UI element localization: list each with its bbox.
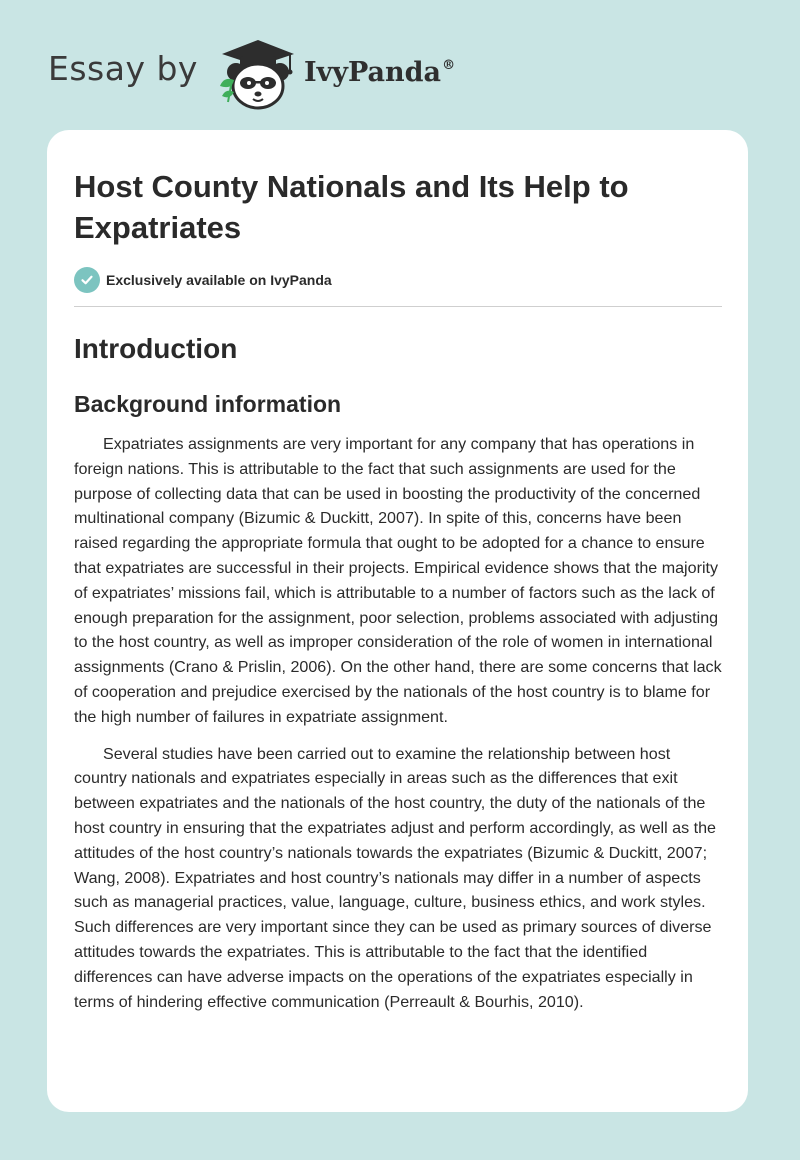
exclusive-badge-text: Exclusively available on IvyPanda: [106, 272, 332, 288]
subsection-heading: Background information: [74, 391, 342, 417]
check-circle-icon: [74, 267, 100, 293]
essay-by-label: Essay by: [48, 48, 198, 88]
paragraph: Several studies have been carried out to examine the relationship between host country nationals and expatriates especially in areas such as the differences that exit between expatriates and the nationals of the host country, the duty of the nationals of the host country in ensuring that the expatriates adjust and perform accordingly, as well as the attitudes of the host country’s nationals towards the expatriates (Bizumic & Duckitt, 2007; Wang, 2008). Expatriates and host country’s nationals may differ in a number of aspects such as managerial practices, value, language, culture, business ethics, and work styles. Such differences are very important since they can be used as primary sources of diverse attitudes towards the expatriates. This is attributable to the fact that the identified differences can have adverse impacts on the operations of the expatriates especially in terms of hindering effective communication (Perreault & Bourhis, 2010).: [74, 744, 717, 1011]
article-card: [47, 130, 748, 1112]
title-divider: [74, 306, 722, 307]
brand-name[interactable]: [304, 57, 455, 88]
site-header: [48, 34, 455, 114]
brand-name-text: IvyPanda: [303, 56, 442, 88]
panda-graduate-logo-icon[interactable]: [214, 36, 298, 112]
paragraph: Expatriates assignments are very important for any company that has operations in foreign nations. This is attributable to the fact that such assignments are used for the purpose of collecting data that can be used in boosting the productivity of the concerned multinational company (Bizumic & Duckitt, 2007). In spite of this, concerns have been raised regarding the appropriate formula that ought to be adopted for a chance to ensure that expatriates are successful in their projects. Empirical evidence shows that the majority of expatriates’ missions fail, which is attributable to a number of factors such as the lack of enough preparation for the assignment, poor selection, problems associated with adjusting to the host country, as well as improper consideration of the role of women in international assignments (Crano & Prislin, 2006). On the other hand, there are some concerns that lack of cooperation and prejudice exercised by the nationals of the host country is to blame for the high number of failures in expatriate assignment.: [74, 435, 722, 726]
registered-mark: ®: [442, 57, 456, 73]
exclusive-badge: [74, 266, 722, 294]
article-title: Host County Nationals and Its Help to Expatriates: [74, 169, 629, 245]
section-heading: Introduction: [74, 333, 238, 364]
